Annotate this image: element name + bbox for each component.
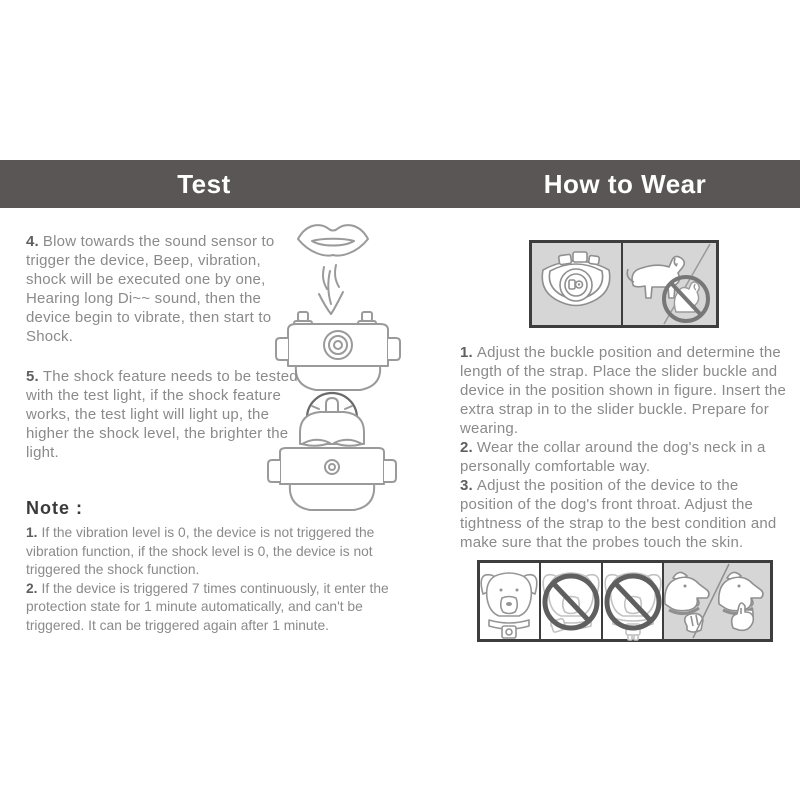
test-step-5 — [26, 367, 304, 462]
wear-step-2 — [460, 438, 794, 476]
wear-step-1 — [460, 343, 794, 438]
collar-overview-drawing — [529, 240, 719, 328]
step-number: 2. — [460, 439, 473, 456]
note-item-2 — [26, 580, 390, 636]
note-text: If the vibration level is 0, the device is not triggered the vibration function, if the shock level is 0, the device is not triggered the shock function. — [26, 525, 375, 577]
step-text: Wear the collar around the dog's neck in a personally comfortable way. — [460, 439, 766, 475]
note-number: 2. — [26, 580, 38, 596]
note-heading: Note : — [26, 498, 83, 518]
step-number: 3. — [460, 477, 473, 494]
wear-step-3 — [460, 476, 794, 552]
step-text: Adjust the buckle position and determine the length of the strap. Place the slider buckle and device in the position shown in figure. Insert the extra strap in to the slider buckle. Prepare for wearing. — [460, 344, 787, 437]
lips-icon — [298, 225, 368, 255]
note-item-1 — [26, 524, 390, 580]
note-text: If the device is triggered 7 times continuously, it enter the protection state for 1 minute automatically, and can't be triggered. It can be triggered again after 1 minute. — [26, 580, 389, 633]
wearing-positions-illustration — [477, 560, 773, 642]
test-section-title: Test — [177, 169, 231, 199]
test-step-4 — [26, 232, 300, 346]
note-list — [26, 524, 390, 635]
blow-test-illustration — [272, 214, 406, 392]
blow-test-drawing — [272, 214, 406, 392]
step-number: 4. — [26, 233, 39, 250]
step-text: Adjust the position of the device to the position of the dog's front throat. Adjust the tightness of the strap to the best condition and make sure that the probes touch the skin. — [460, 477, 777, 551]
test-light-illustration — [266, 388, 404, 514]
dog-front-wrong-icon — [543, 573, 599, 633]
receiver-device-icon — [268, 412, 396, 510]
step-text: The shock feature needs to be tested with the test light, if the shock feature works, the test light will light up, the higher the shock level, the brighter the light. — [26, 368, 298, 461]
blow-arrow-icon — [319, 265, 343, 314]
step-text: Blow towards the sound sensor to trigger the device, Beep, vibration, shock will be executed one by one, Hearing long Di~~ sound, then the device begin to vibrate, then start to Shock. — [26, 233, 275, 345]
step-number: 1. — [460, 344, 473, 361]
how-to-wear-section-title: How to Wear — [543, 169, 707, 199]
section-header-band — [0, 160, 800, 208]
wear-steps — [460, 343, 794, 552]
note-number: 1. — [26, 525, 38, 540]
test-light-drawing — [266, 388, 404, 514]
collar-overview-illustration — [529, 240, 719, 328]
wearing-positions-drawing — [477, 560, 773, 642]
step-number: 5. — [26, 368, 39, 385]
